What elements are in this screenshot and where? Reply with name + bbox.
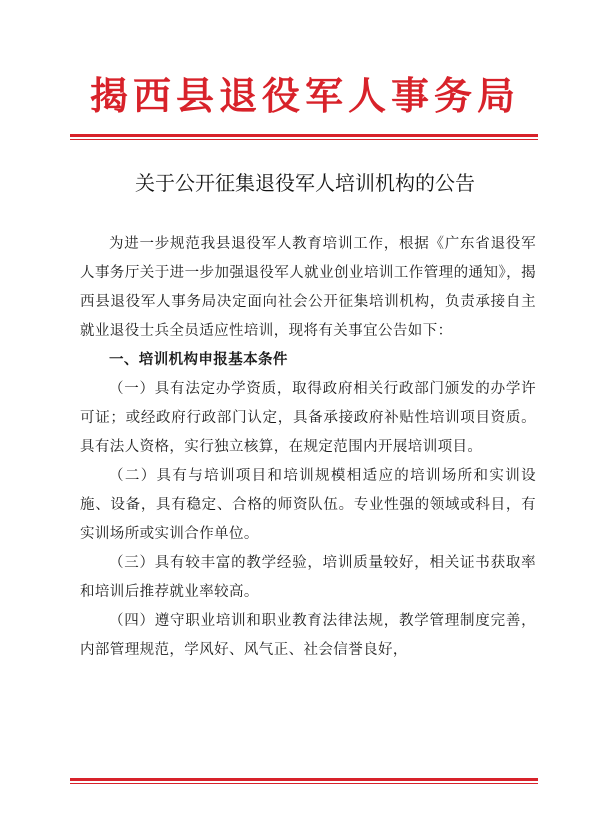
condition-paragraph-2: （二）具有与培训项目和培训规模相适应的培训场所和实训设施、设备，具有稳定、合格的师资队伍。专业性强的领域或科目，有实训场所或实训合作单位。 — [80, 468, 536, 542]
intro-paragraph: 为进一步规范我县退役军人教育培训工作，根据《广东省退役军人事务厅关于进一步加强退役军人就业创业培训工作管理的通知》，揭西县退役军人事务局决定面向社会公开征集培训机构，负责承接自主就业退役士兵全员适应性培训，现将有关事宜公告如下： — [80, 236, 536, 339]
organization-header: 揭西县退役军人事务局 — [89, 73, 520, 118]
section-heading: 一、培训机构申报基本条件 — [109, 352, 288, 368]
header-divider-top — [70, 134, 538, 137]
condition-paragraph-3: （三）具有较丰富的教学经验，培训质量较好，相关证书获取率和培训后推荐就业率较高。 — [80, 555, 536, 600]
footer-divider-thin — [70, 783, 538, 784]
document-body — [80, 230, 536, 665]
footer-divider — [70, 778, 538, 781]
condition-paragraph-1: （一）具有法定办学资质，取得政府相关行政部门颁发的办学许可证；或经政府行政部门认定，具备承接政府补贴性培训项目资质。具有法人资格，实行独立核算，在规定范围内开展培训项目。 — [80, 381, 536, 455]
document-title: 关于公开征集退役军人培训机构的公告 — [135, 171, 475, 195]
condition-paragraph-4: （四）遵守职业培训和职业教育法律法规，教学管理制度完善，内部管理规范，学风好、风气正、社会信誉良好， — [80, 613, 536, 658]
header-divider-top-thin — [70, 139, 538, 140]
